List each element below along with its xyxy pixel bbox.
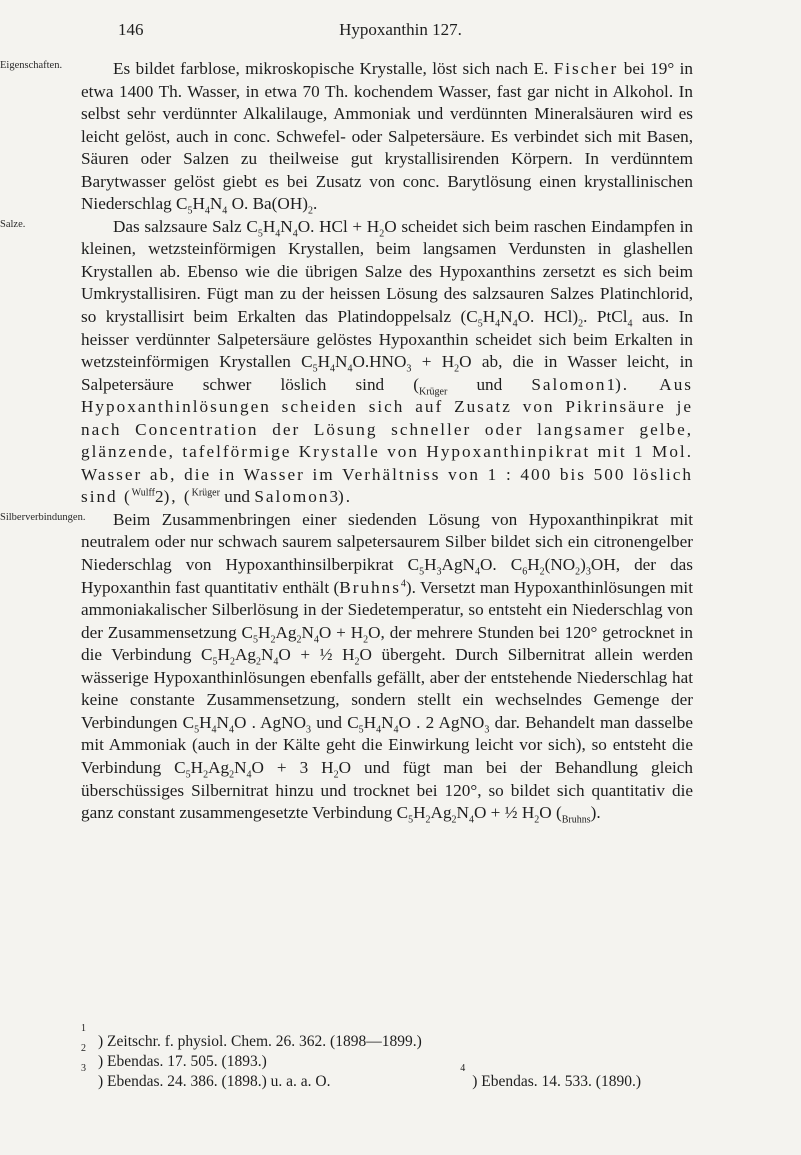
text-run: (NO xyxy=(544,555,576,575)
text-run: 3 xyxy=(329,487,339,507)
subscript: 4 xyxy=(495,318,501,330)
subscript: 5 xyxy=(408,814,414,826)
text-run: und xyxy=(447,374,532,394)
text-run: dar. Behandelt man dasselbe mit Ammoniak (auch in der Kälte geht die Einwirkung leicht vor sich), so entsteht die Verbindung C xyxy=(81,712,694,777)
text-run: 2 xyxy=(154,487,164,507)
text-run: H xyxy=(217,645,230,665)
subscript: 6 xyxy=(522,566,528,578)
subscript: 2 xyxy=(534,814,540,826)
text-run: N xyxy=(335,352,348,372)
footnote: 2 ) Ebendas. 17. 505. (1893.) xyxy=(81,1043,267,1070)
text-run: AgN xyxy=(441,555,475,575)
subscript: 4 xyxy=(292,228,298,240)
subscript: 5 xyxy=(253,634,259,646)
subscript: 2 xyxy=(203,769,209,781)
footnote-text: ) Zeitschr. f. physiol. Chem. 26. 362. (1898—1899.) xyxy=(98,1033,422,1050)
subscript: 4 xyxy=(222,205,228,217)
text-run: O ( xyxy=(539,803,562,823)
subscript: 2 xyxy=(363,634,369,646)
subscript: 4 xyxy=(468,814,474,826)
text-run: . xyxy=(312,194,318,214)
main-text xyxy=(0,58,694,826)
subscript: 3 xyxy=(585,566,591,578)
subscript: 4 xyxy=(273,656,279,668)
author-name: ). xyxy=(338,487,353,507)
text-run: H xyxy=(527,555,540,575)
subscript: 3 xyxy=(305,724,311,736)
text-run: N xyxy=(301,622,314,642)
subscript: 2 xyxy=(454,363,460,375)
author-name: Fischer xyxy=(553,59,619,78)
text-run: Ag xyxy=(234,645,256,665)
text-run: aus. In heisser verdünnter Salpetersäure gelöstes Hypoxanthin scheidet sich beim Erkalten in wetzsteinförmigen Krystallen C xyxy=(81,307,693,372)
text-run: N xyxy=(209,194,223,214)
text-run: H xyxy=(363,712,377,732)
subscript: 4 xyxy=(330,363,336,375)
subscript: 4 xyxy=(211,724,217,736)
text-run: O, der mehrere Stunden bei 120° getrocknet in die Verbindung C xyxy=(81,622,693,665)
author-name: Bruhns xyxy=(339,577,401,597)
subscript: 2 xyxy=(307,205,313,217)
text-run: . PtCl xyxy=(583,307,628,327)
text-run: N xyxy=(500,307,513,327)
paragraph-silver xyxy=(0,509,694,826)
subscript: 2 xyxy=(296,634,302,646)
text-run: H xyxy=(424,555,437,575)
footnotes xyxy=(81,1023,721,1092)
text-run: O.HNO xyxy=(352,352,407,372)
text-run: + H xyxy=(411,352,455,372)
text-run: H xyxy=(192,194,205,214)
running-title: Hypoxanthin 127. xyxy=(339,20,462,39)
subscript: 4 xyxy=(313,634,319,646)
text-run: O. HCl + H xyxy=(297,216,380,236)
subscript: 5 xyxy=(477,318,483,330)
text-run: Ag xyxy=(275,622,297,642)
subscript: 4 xyxy=(246,769,252,781)
subscript: 4 xyxy=(376,724,382,736)
text-run: O. HCl) xyxy=(517,307,579,327)
text-run: O. C xyxy=(479,555,523,575)
text-run: ) xyxy=(580,555,586,575)
footnote-ref: Krüger xyxy=(191,487,220,499)
subscript: 2 xyxy=(451,814,457,826)
text-run: N xyxy=(216,712,229,732)
subscript: 5 xyxy=(419,566,425,578)
subscript: Krüger xyxy=(418,386,448,398)
text-run: N xyxy=(381,712,394,732)
subscript: 5 xyxy=(187,205,193,217)
text-run: Beim Zusammenbringen einer siedenden Lösung von Hypoxanthinpikrat mit neutralem oder nur schwach saurem salpetersaurem Silber bildet sich ein citronengelber Niederschlag von Hypoxanthinsilberpikrat C xyxy=(81,509,693,575)
text-run: und C xyxy=(310,712,359,732)
footnote-ref: Wulff xyxy=(131,487,155,499)
margin-note-silver: Silberverbindungen. xyxy=(0,511,86,523)
author-name: Salomon xyxy=(254,487,330,507)
text-run: O + ½ H xyxy=(473,803,535,823)
text-run: Ag xyxy=(430,803,452,823)
text-run: H xyxy=(413,803,426,823)
text-run: Ag xyxy=(208,757,230,777)
subscript: 4 xyxy=(228,724,234,736)
footnote-text: ) Ebendas. 24. 386. (1898.) u. a. a. O. xyxy=(98,1073,331,1090)
margin-note-properties: Eigenschaften. xyxy=(0,60,63,71)
text-run: O . 2 AgNO xyxy=(398,712,485,732)
footnote: 1 ) Zeitschr. f. physiol. Chem. 26. 362. (1898—1899.) xyxy=(81,1023,422,1050)
text-run: H xyxy=(262,216,276,236)
text-run: O + H xyxy=(318,622,364,642)
author-name: Salomon xyxy=(531,374,607,394)
subscript: 5 xyxy=(312,363,318,375)
subscript: 2 xyxy=(425,814,431,826)
text-run: ). xyxy=(590,803,601,823)
page-number: 146 xyxy=(118,20,144,39)
paragraph-properties xyxy=(0,58,693,217)
text-run: N xyxy=(260,645,274,665)
subscript: 4 xyxy=(347,363,353,375)
text-run: H xyxy=(482,307,496,327)
subscript: 2 xyxy=(333,769,339,781)
subscript: 2 xyxy=(354,656,360,668)
author-name: ), ( xyxy=(163,487,192,507)
margin-note-salts: Salze. xyxy=(0,218,26,230)
page-header xyxy=(0,20,801,44)
subscript: 4 xyxy=(474,566,480,578)
subscript: 2 xyxy=(578,318,584,330)
subscript: 2 xyxy=(229,656,235,668)
subscript: 4 xyxy=(275,228,281,240)
subscript: 3 xyxy=(436,566,442,578)
text-run: H xyxy=(258,622,271,642)
subscript: 4 xyxy=(393,724,399,736)
footnote-text: ) Ebendas. 17. 505. (1893.) xyxy=(98,1053,267,1070)
text-run: und xyxy=(219,487,255,507)
footnote-ref: 4 xyxy=(400,577,406,589)
paragraph-salts xyxy=(0,216,694,509)
subscript: 5 xyxy=(358,724,364,736)
subscript: 2 xyxy=(229,769,235,781)
text-run: O scheidet sich beim raschen Eindampfen in kleinen, wetzsteinförmigen Krystallen, beim langsamen Verdunsten in glashellen Krystallen ab. Ebenso wie die übrigen Salze des Hypoxanthins zersetzt es sich beim Umkrystallisiren. Fügt man zu der heissen Lösung des salzsauren Salzes Platinchlorid, so krystallisirt beim Erkalten das Platindoppelsalz (C xyxy=(81,216,693,327)
text-run: O + ½ H xyxy=(278,645,355,665)
footnote: 4 ) Ebendas. 14. 533. (1890.) xyxy=(460,1063,641,1090)
text-run: H xyxy=(190,757,204,777)
subscript: 2 xyxy=(575,566,581,578)
text-run: O + 3 H xyxy=(251,757,334,777)
text-run: 1 xyxy=(606,374,616,394)
text-run: N xyxy=(280,216,293,236)
text-run: ). Versetzt man Hypoxanthinlösungen mit ammoniakalischer Silberlösung in der Siedetemperatur, so entsteht ein Niederschlag von der Zusammensetzung C xyxy=(81,577,693,642)
text-run: O. Ba(OH) xyxy=(227,194,308,214)
subscript: 2 xyxy=(270,634,276,646)
text-run: Das salzsaure Salz C xyxy=(113,216,258,236)
text-run: H xyxy=(199,712,212,732)
author-name: ). Aus Hypoxanthinlösungen scheiden sich auf Zusatz von Pikrinsäure je nach Concentration der Lösung schneller oder langsamer gelbe, glänzende, tafelförmige Krystalle von Hypoxanthinpikrat mit 1 Mol. Wasser ab, die in Wasser im Verhältniss von 1 : 400 bis 500 löslich sind ( xyxy=(81,374,693,507)
text-run: H xyxy=(317,352,331,372)
text-run: N xyxy=(234,757,247,777)
text-run: OH, der das Hypoxanthin fast quantitativ enthält ( xyxy=(81,555,693,597)
subscript: 5 xyxy=(185,769,191,781)
text-run: O und fügt man bei der Behandlung gleich überschüssiges Silbernitrat hinzu und trocknet bei 120°, so bildet sich quantitativ die ganz constant zusammengesetzte Verbindung C xyxy=(81,757,693,823)
subscript: 5 xyxy=(194,724,200,736)
footnote: 3 ) Ebendas. 24. 386. (1898.) u. a. a. O. xyxy=(81,1063,331,1090)
text-run: O ab, die in Wasser leicht, in Salpetersäure schwer löslich sind ( xyxy=(81,352,694,394)
subscript: 4 xyxy=(627,318,633,330)
subscript: 5 xyxy=(212,656,218,668)
subscript: 4 xyxy=(204,205,210,217)
text-run: O übergeht. Durch Silbernitrat allein werden wässerige Hypoxanthinlösungen ebenfalls gefällt, aber der entstehende Niederschlag hat keine constante Zusammensetzung, sondern stellt ein wechselndes Gemenge der Verbindungen C xyxy=(81,645,693,732)
text-run: Es bildet farblose, mikroskopische Krystalle, löst sich nach E. xyxy=(113,59,554,78)
subscript: 4 xyxy=(512,318,518,330)
subscript: 3 xyxy=(484,724,490,736)
text-run: O . AgNO xyxy=(233,712,306,732)
footnote-text: ) Ebendas. 14. 533. (1890.) xyxy=(472,1073,641,1090)
subscript: 5 xyxy=(257,228,263,240)
subscript: 2 xyxy=(379,228,385,240)
text-run: N xyxy=(456,803,469,823)
subscript: 2 xyxy=(255,656,261,668)
subscript: 3 xyxy=(406,363,412,375)
text-run: bei 19° in etwa 1400 Th. Wasser, in etwa 70 Th. kochendem Wasser, fast gar nicht in Alkohol. In selbst sehr verdünnter Alkalilauge, Ammoniak und verdünnten Mineralsäuren wird es leicht gelöst, auch in conc. Schwefel- oder Salpetersäure. Es verbindet sich mit Basen, Säuren oder Salzen zu theilweise gut krystallisirenden Körpern. In verdünntem Barytwasser gelöst giebt es bei Zusatz von conc. Barytlösung einen krystallinischen Niederschlag C xyxy=(81,59,693,214)
subscript: Bruhns xyxy=(561,814,591,826)
subscript: 2 xyxy=(539,566,545,578)
